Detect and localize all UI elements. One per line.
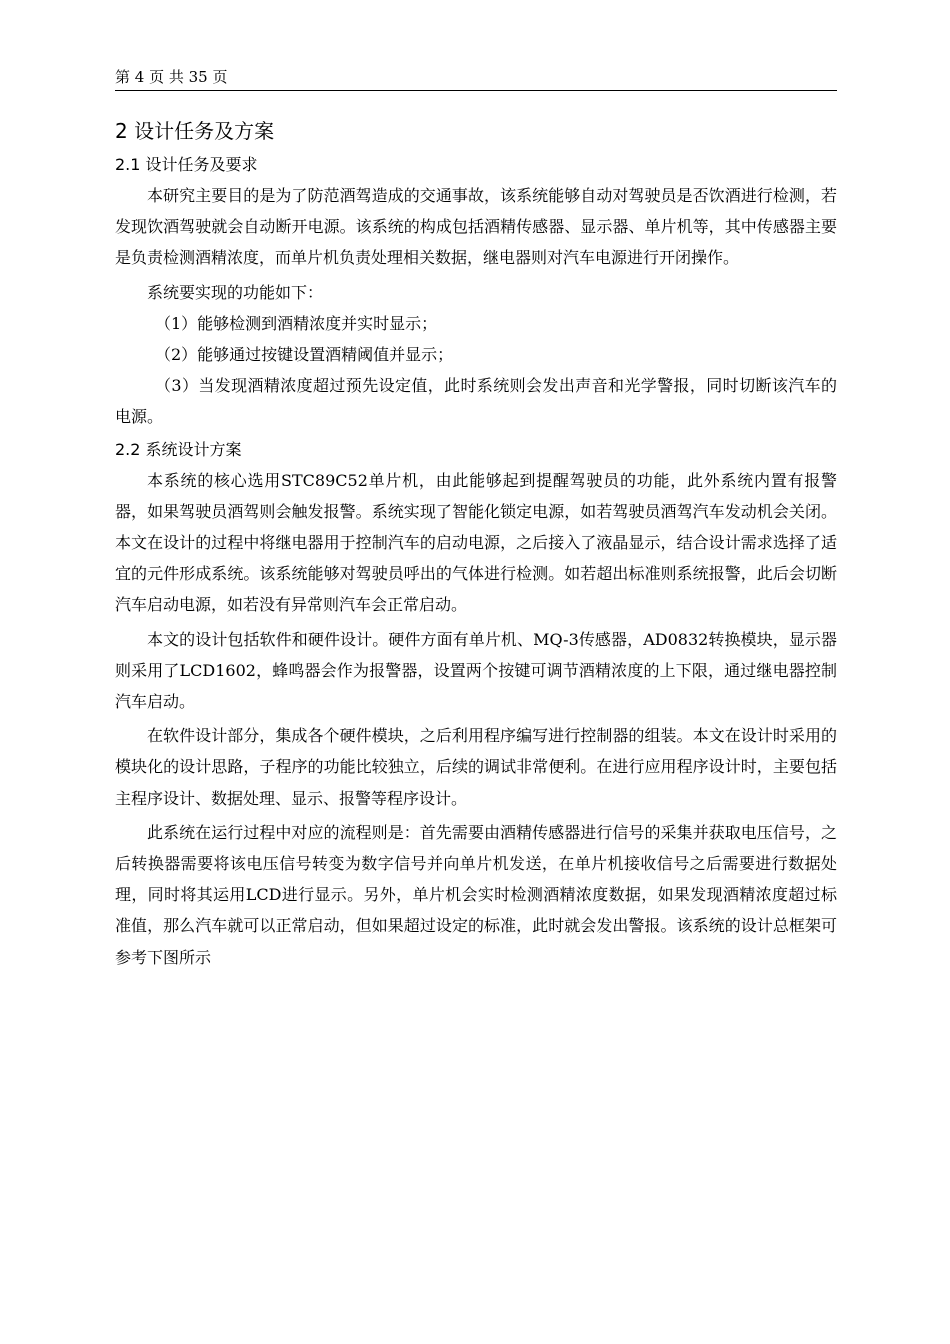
page-number-info: 第 4 页 共 35 页 [115, 68, 228, 86]
section-title: 2 设计任务及方案 [115, 119, 275, 143]
paragraph: 系统要实现的功能如下： [147, 282, 324, 302]
list-item: （1）能够检测到酒精浓度并实时显示； [155, 313, 438, 333]
subsection-title-2-2: 2.2 系统设计方案 [115, 439, 242, 459]
paragraph: 此系统在运行过程中对应的流程则是：首先需要由酒精传感器进行信号的采集并获取电压信号，之后转换器需要将该电压信号转变为数字信号并向单片机发送，在单片机接收信号之后需要进行数据处理，同时将其运用LCD进行显示。另外，单片机会实时检测酒精浓度数据，如果发现酒精浓度超过标准值，那么汽车就可以正常启动，但如果超过设定的标准，此时就会发出警报。该系统的设计总框架可参考下图所示 [115, 822, 837, 967]
page-content [115, 112, 837, 973]
list-item: （2）能够通过按键设置酒精阈值并显示； [155, 345, 454, 365]
subsection-title-2-1: 2.1 设计任务及要求 [115, 155, 258, 174]
paragraph: 本文的设计包括软件和硬件设计。硬件方面有单片机、MQ-3传感器，AD0832转换模块，显示器则采用了LCD1602，蜂鸣器会作为报警器，设置两个按键可调节酒精浓度的上下限，通过继电器控制汽车启动。 [115, 629, 837, 712]
paragraph: 在软件设计部分，集成各个硬件模块，之后利用程序编写进行控制器的组装。本文在设计时采用的模块化的设计思路，子程序的功能比较独立，后续的调试非常便利。在进行应用程序设计时，主要包括主程序设计、数据处理、显示、报警等程序设计。 [115, 726, 837, 808]
list-item: （3）当发现酒精浓度超过预先设定值，此时系统则会发出声音和光学警报，同时切断该汽车的电源。 [115, 376, 837, 427]
paragraph: 本系统的核心选用STC89C52单片机，由此能够起到提醒驾驶员的功能，此外系统内置有报警器，如果驾驶员酒驾则会触发报警。系统实现了智能化锁定电源，如若驾驶员酒驾汽车发动机会关闭。本文在设计的过程中将继电器用于控制汽车的启动电源，之后接入了液晶显示，结合设计需求选择了适宜的元件形成系统。该系统能够对驾驶员呼出的气体进行检测。如若超出标准则系统报警，此后会切断汽车启动电源，如若没有异常则汽车会正常启动。 [115, 470, 837, 615]
page-header [115, 66, 837, 91]
paragraph: 本研究主要目的是为了防范酒驾造成的交通事故，该系统能够自动对驾驶员是否饮酒进行检测，若发现饮酒驾驶就会自动断开电源。该系统的构成包括酒精传感器、显示器、单片机等，其中传感器主要是负责检测酒精浓度，而单片机负责处理相关数据，继电器则对汽车电源进行开闭操作。 [115, 186, 837, 268]
